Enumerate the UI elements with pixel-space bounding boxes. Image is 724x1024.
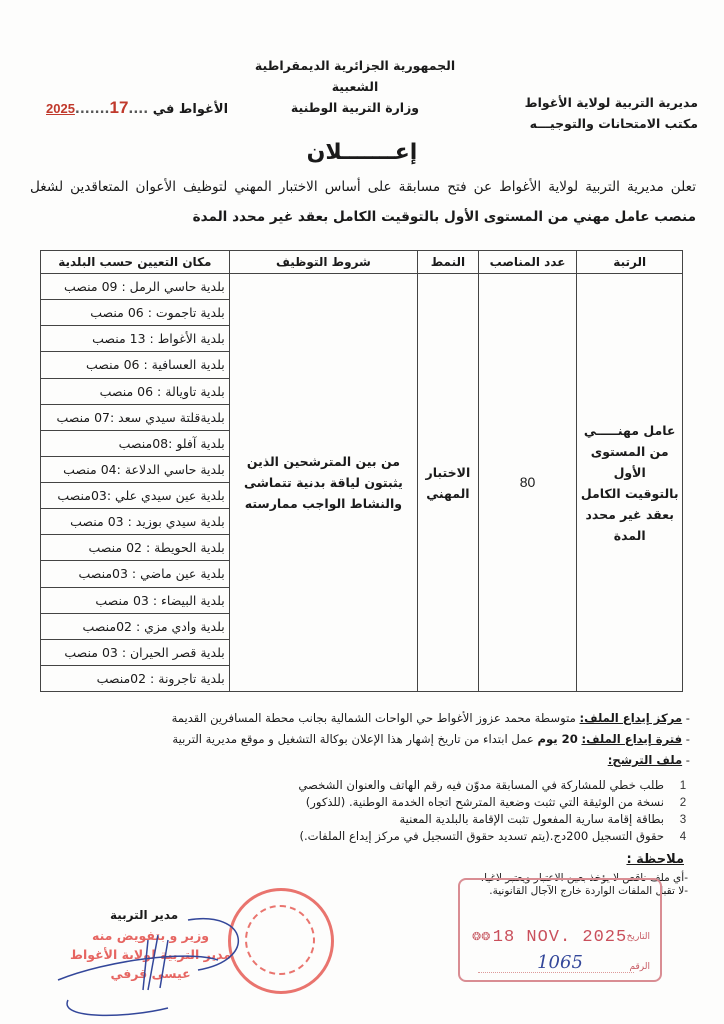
stamp-date-label: التاريخ <box>626 932 650 942</box>
municipality-cell: بلدية الأغواط : 13 منصب <box>41 326 230 352</box>
municipality-cell: بلديةقلتة سيدي سعد :07 منصب <box>41 404 230 430</box>
ministry-name: وزارة التربية الوطنية <box>290 100 420 115</box>
period-line: - فترة إيداع الملف: 20 يوم عمل ابتداء من تاريخ إشهار هذا الإعلان بوكالة التشغيل و موقع مديرية التربية <box>172 732 690 746</box>
requirement-text: طلب خطي للمشاركة في المسابقة مدوّن فيه رقم الهاتف والعنوان الشخصي <box>298 778 664 792</box>
requirement-number: 3 <box>679 813 687 826</box>
positions-table <box>40 250 683 692</box>
requirement-text: حقوق التسجيل 200دج.(يتم تسديد حقوق التسجيل في مركز إيداع الملفات.) <box>299 829 664 843</box>
municipality-cell: بلدية آفلو :08منصب <box>41 430 230 456</box>
municipality-cell: بلدية تاجرونة : 02منصب <box>41 665 230 691</box>
municipality-cell: بلدية وادي مزي : 02منصب <box>41 613 230 639</box>
center-line: - مركز إيداع الملف: متوسطة محمد عزوز الأغواط حي الواحات الشمالية بجانب محطة المسافرين القديمة <box>171 711 690 725</box>
seal-line: وزير و بتفويض منه <box>92 928 210 943</box>
municipality-cell: بلدية العسافية : 06 منصب <box>41 352 230 378</box>
requirement-item <box>248 777 688 794</box>
table-row <box>41 274 683 300</box>
seal-line: مدير التربية لولاية الأغواط <box>70 947 232 962</box>
period-value: عمل ابتداء من تاريخ إشهار هذا الإعلان بوكالة التشغيل و موقع مديرية التربية <box>172 732 534 746</box>
announcement-title: إعـــــــلان <box>306 140 418 165</box>
header-directorate-block <box>525 92 698 134</box>
republic-name: الجمهورية الجزائرية الديمقراطية الشعبية <box>254 58 456 94</box>
requirement-number: 1 <box>679 779 687 792</box>
header-conditions: شروط التوظيف <box>229 251 417 274</box>
rank-line: من المستوى الأول <box>590 443 669 480</box>
municipality-cell: بلدية البيضاء : 03 منصب <box>41 587 230 613</box>
file-line: - ملف الترشح: <box>607 753 690 767</box>
requirements-list <box>248 777 688 845</box>
rank-line: عامل مهنـــــي <box>583 422 676 438</box>
header-mode: النمط <box>418 251 479 274</box>
center-value: متوسطة محمد عزوز الأغواط حي الواحات الشمالية بجانب محطة المسافرين القديمة <box>171 711 576 725</box>
rank-cell <box>577 274 683 692</box>
date-year: 2025 <box>46 101 75 116</box>
announcement-intro <box>30 172 696 232</box>
requirement-text: بطاقة إقامة سارية المفعول تثبت الإقامة بالبلدية المعنية <box>399 812 664 826</box>
stamp-number: 1065 <box>537 952 583 973</box>
header-republic-block <box>230 55 480 118</box>
stamp-number-label: الرقم <box>629 962 650 972</box>
municipality-cell: بلدية تاويالة : 06 منصب <box>41 378 230 404</box>
seal-line: عيسى قرفي <box>110 966 191 981</box>
requirement-item <box>248 811 688 828</box>
signature-icon <box>48 900 248 1020</box>
director-title: مدير التربية <box>110 908 179 922</box>
note-item: -أي ملف ناقص لا يؤخذ بعين الاعتبار ويعتبر لاغيا. <box>480 872 688 884</box>
rank-line: بعقد غير محدد المدة <box>585 506 674 543</box>
directorate-name: مديرية التربية لولاية الأغواط <box>524 95 698 110</box>
intro-text: تعلن مديرية التربية لولاية الأغواط عن فتح مسابقة على أساس الاختبار المهني لتوظيف الأعوان المتعاقدين لشغل <box>30 179 696 195</box>
file-label: ملف الترشح: <box>607 753 683 767</box>
mode-line: الاختبار <box>425 464 471 480</box>
requirement-number: 2 <box>679 796 687 809</box>
header-location: مكان التعيين حسب البلدية <box>41 251 230 274</box>
period-days: 20 يوم <box>537 732 578 746</box>
reception-stamp <box>458 878 662 982</box>
intro-position: منصب عامل مهني من المستوى الأول بالتوقيت الكامل بعقد غير محدد المدة <box>192 209 696 225</box>
note-item: -لا تقبل الملفات الواردة خارج الآجال القانونية. <box>489 885 688 897</box>
conditions-cell: من بين المترشحين الذين يثبتون لياقة بدنية تتماشى والنشاط الواجب ممارسته <box>229 274 417 692</box>
rank-line: بالتوقيت الكامل <box>580 485 679 501</box>
municipality-cell: بلدية الحويطة : 02 منصب <box>41 535 230 561</box>
date-prefix: الأغواط في <box>152 102 229 117</box>
municipality-cell: بلدية عين ماضي : 03منصب <box>41 561 230 587</box>
period-label: فترة إيداع الملف: <box>581 732 683 746</box>
municipality-cell: بلدية قصر الحيران : 03 منصب <box>41 639 230 665</box>
header-positions: عدد المناصب <box>478 251 577 274</box>
stamp-date: 18 NOV. 2025 <box>492 928 628 947</box>
date-day: 17 <box>109 98 129 117</box>
mode-line: المهني <box>426 485 470 501</box>
table-header-row <box>41 251 683 274</box>
mode-cell <box>418 274 479 692</box>
requirement-number: 4 <box>679 830 687 843</box>
municipality-cell: بلدية تاجموت : 06 منصب <box>41 300 230 326</box>
municipality-cell: بلدية حاسي الرمل : 09 منصب <box>41 274 230 300</box>
requirement-item <box>248 828 688 845</box>
center-label: مركز إيداع الملف: <box>579 711 683 725</box>
document-date: الأغواط في ....17.......2025 <box>46 98 229 117</box>
municipality-cell: بلدية عين سيدي علي :03منصب <box>41 483 230 509</box>
requirement-item <box>248 794 688 811</box>
municipality-cell: بلدية حاسي الدلاعة :04 منصب <box>41 456 230 482</box>
requirement-text: نسخة من الوثيقة التي تثبت وضعية المترشح اتجاه الخدمة الوطنية. (للذكور) <box>305 795 664 809</box>
office-name: مكتب الامتحانات والتوجيـــه <box>529 116 698 131</box>
municipality-cell: بلدية سيدي بوزيد : 03 منصب <box>41 509 230 535</box>
notes-title: ملاحظة : <box>626 852 684 867</box>
positions-count: 80 <box>478 274 577 692</box>
submission-info <box>30 708 690 771</box>
stamp-emblem-icon: ❂❂ <box>472 930 491 943</box>
header-rank: الرتبة <box>577 251 683 274</box>
